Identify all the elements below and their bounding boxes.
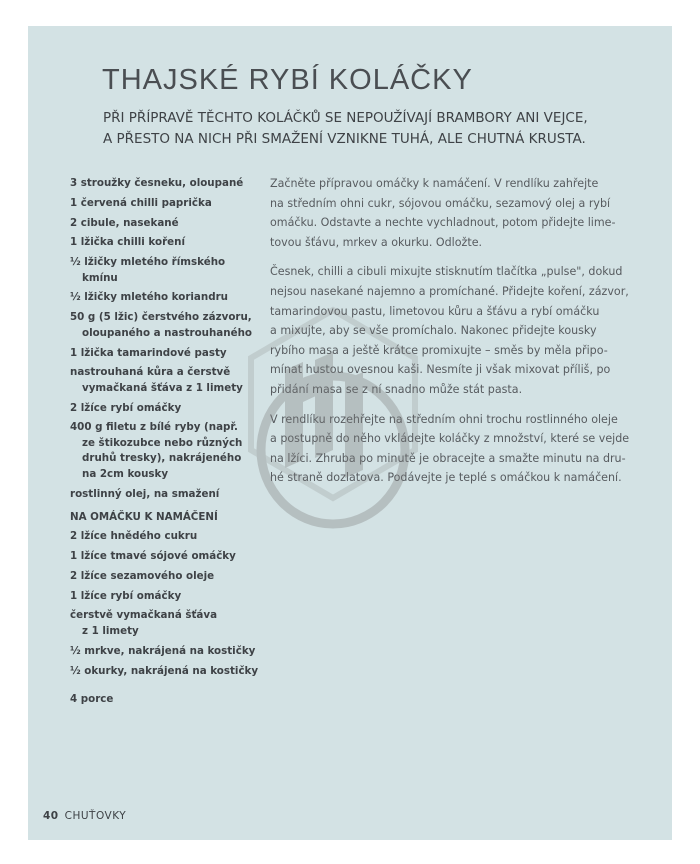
portions: 4 porce xyxy=(70,693,114,706)
method-line: tamarindovou pastu, limetovou kůru a šťávu a rybí omáčku xyxy=(270,304,600,318)
ingredient-line: 1 lžíce tmavé sójové omáčky xyxy=(70,550,236,563)
ingredient-line: vymačkaná šťáva z 1 limety xyxy=(82,381,243,394)
ingredient-item xyxy=(70,569,270,585)
method-line: tovou šťávu, mrkev a okurku. Odložte. xyxy=(270,235,483,249)
ingredient-item xyxy=(70,255,270,286)
ingredient-line: ze štikozubce nebo různých xyxy=(82,436,243,449)
recipe-title: THAJSKÉ RYBÍ KOLÁČKY xyxy=(102,64,473,96)
ingredient-item xyxy=(70,529,270,545)
method-line: nejsou nasekané najemno a promíchané. Přidejte koření, zázvor, xyxy=(270,284,629,298)
ingredient-item xyxy=(70,420,270,482)
section-name: CHUŤOVKY xyxy=(64,810,127,822)
ingredient-line: rostlinný olej, na smažení xyxy=(70,487,220,500)
ingredient-item xyxy=(70,176,270,192)
ingredient-line: 400 g filetu z bílé ryby (např. xyxy=(70,421,238,434)
ingredient-item xyxy=(70,608,270,639)
ingredient-item xyxy=(70,589,270,605)
method-line: V rendlíku rozehřejte na středním ohni trochu rostlinného oleje xyxy=(270,412,618,426)
method-line: a postupně do něho vkládejte koláčky z množství, které se vejde xyxy=(270,432,630,446)
ingredient-line: ½ mrkve, nakrájená na kostičky xyxy=(70,644,256,657)
ingredient-line: nastrouhaná kůra a čerstvě xyxy=(70,366,231,379)
ingredient-item xyxy=(70,290,270,306)
intro-line: PŘI PŘÍPRAVĚ TĚCHTO KOLÁČKŮ SE NEPOUŽÍVAJÍ BRAMBORY ANI VEJCE, xyxy=(103,110,588,126)
ingredient-line: 3 stroužky česneku, oloupané xyxy=(70,177,244,189)
ingredient-item xyxy=(70,365,270,396)
ingredient-item xyxy=(70,549,270,565)
ingredient-line: čerstvě vymačkaná šťáva xyxy=(70,609,218,622)
method-line: a mixujte, aby se vše promíchalo. Nakonec přidejte kousky xyxy=(270,324,597,338)
ingredient-line: 2 cibule, nasekané xyxy=(70,216,179,229)
ingredient-item xyxy=(70,346,270,362)
ingredient-line: oloupaného a nastrouhaného xyxy=(82,326,252,339)
ingredient-item xyxy=(70,664,270,680)
method-line: Česnek, chilli a cibuli mixujte stisknutím tlačítka „pulse", dokud xyxy=(270,265,623,279)
ingredient-line: 2 lžíce rybí omáčky xyxy=(70,401,182,414)
ingredient-line: 1 lžička tamarindové pasty xyxy=(70,346,227,359)
method-line: hé straně dozlatova. Podávejte je teplé s omáčkou k namáčení. xyxy=(270,471,622,485)
ingredient-line: 1 lžíce rybí omáčky xyxy=(70,589,182,602)
page-number: 40 xyxy=(43,810,59,822)
intro-line: A PŘESTO NA NICH PŘI SMAŽENÍ VZNIKNE TUHÁ, ALE CHUTNÁ KRUSTA. xyxy=(103,131,586,147)
ingredient-line: 1 lžička chilli koření xyxy=(70,236,185,249)
ingredient-line: 1 červená chilli paprička xyxy=(70,196,212,209)
ingredient-item xyxy=(70,401,270,417)
ingredient-item xyxy=(70,310,270,341)
recipe-intro xyxy=(103,108,623,150)
method-line: na lžíci. Zhruba po minutě je obracejte a smažte minutu na dru- xyxy=(270,451,626,465)
page-footer xyxy=(43,810,126,822)
method-paragraph xyxy=(270,174,650,252)
ingredient-line: ½ lžičky mletého římského xyxy=(70,256,226,269)
ingredient-line: 2 lžíce sezamového oleje xyxy=(70,569,215,582)
ingredient-line: na 2cm kousky xyxy=(82,467,169,480)
ingredient-line: kmínu xyxy=(82,271,118,284)
method-line: rybího masa a ještě krátce promixujte – směs by měla připo- xyxy=(270,343,608,357)
ingredient-line: 2 lžíce hnědého cukru xyxy=(70,530,198,543)
method-paragraph xyxy=(270,410,650,488)
ingredient-line: 50 g (5 lžic) čerstvého zázvoru, xyxy=(70,311,252,324)
ingredient-item xyxy=(70,235,270,251)
ingredient-line: z 1 limety xyxy=(82,624,139,637)
method-line: Začněte přípravou omáčky k namáčení. V rendlíku zahřejte xyxy=(270,177,599,190)
method-text xyxy=(270,174,650,498)
ingredients-list xyxy=(70,176,270,705)
method-line: omáčku. Odstavte a nechte vychladnout, potom přidejte lime- xyxy=(270,216,616,230)
ingredient-line: ½ lžičky mletého koriandru xyxy=(70,291,228,304)
method-paragraph xyxy=(270,262,650,399)
method-line: mínat hustou ovesnou kaši. Nesmíte ji však mixovat příliš, po xyxy=(270,363,611,377)
ingredient-item xyxy=(70,487,270,503)
ingredient-line: druhů tresky), nakrájeného xyxy=(82,452,242,465)
sauce-heading: NA OMÁČKU K NAMÁČENÍ xyxy=(70,511,218,524)
method-line: na středním ohni cukr, sójovou omáčku, sezamový olej a rybí xyxy=(270,196,611,210)
ingredient-item xyxy=(70,644,270,660)
ingredient-item xyxy=(70,216,270,232)
ingredient-item xyxy=(70,196,270,212)
ingredient-line: ½ okurky, nakrájená na kostičky xyxy=(70,664,259,677)
method-line: přidání masa se z ní snadno může stát pasta. xyxy=(270,382,523,396)
